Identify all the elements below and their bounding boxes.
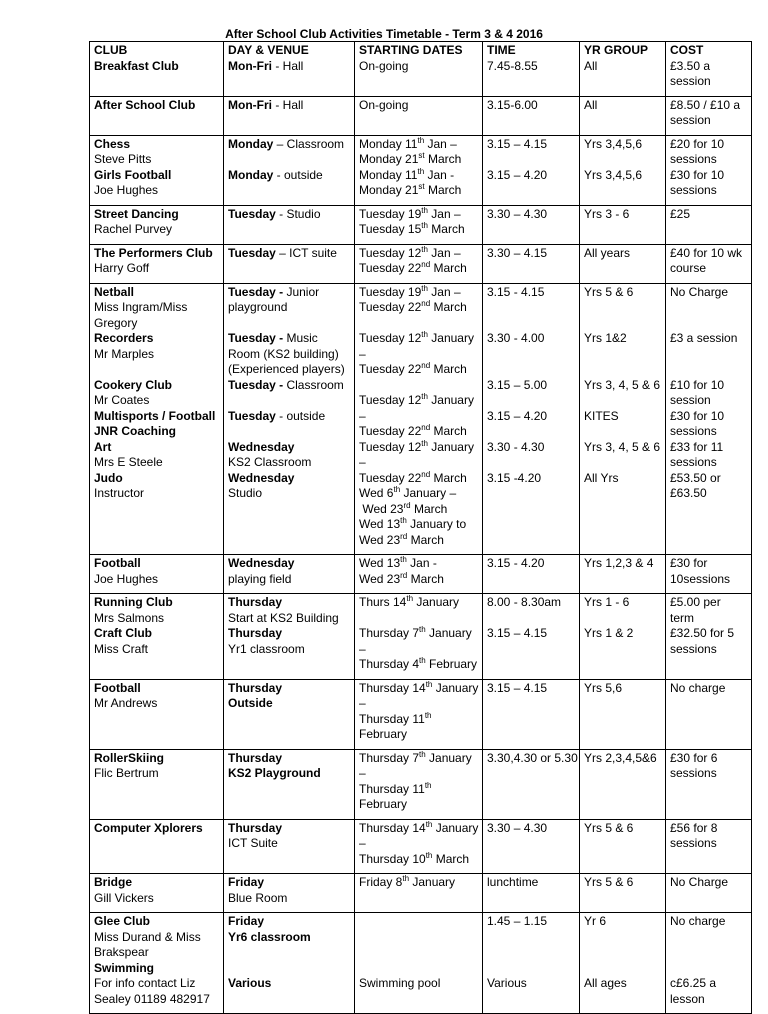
day: Monday: [228, 136, 274, 151]
end-date-rest: March: [424, 183, 462, 197]
table-row: [90, 819, 752, 874]
end-date-rest: March: [430, 300, 467, 314]
time: 3.30 – 4.30: [487, 820, 548, 835]
cost: £53.50 or £63.50: [670, 470, 721, 500]
venue: Junior playground: [228, 284, 320, 314]
ordinal: rd: [400, 531, 408, 541]
time-cell: [483, 42, 580, 97]
ordinal: th: [421, 205, 428, 215]
end-date-rest: March: [424, 152, 462, 166]
club-name: Recorders: [94, 331, 154, 345]
venue: KS2 Classroom: [228, 455, 312, 469]
start-date-rest: January –: [359, 331, 474, 361]
start-date: Wed 6: [359, 486, 394, 500]
club-name: Multisports / Football JNR Coaching: [94, 408, 216, 438]
year-group: Yrs 1 - 6: [584, 595, 630, 609]
day: Tuesday -: [228, 377, 284, 392]
ordinal: th: [421, 330, 428, 339]
start-date-rest: January to: [406, 517, 467, 531]
club-name: Running Club: [94, 595, 173, 609]
cost: £40 for 10 wk course: [670, 245, 743, 275]
end-date-rest: March: [430, 261, 467, 275]
ordinal: nd: [421, 299, 431, 308]
end-date: Tuesday 22: [359, 261, 422, 275]
start-date-rest: January: [409, 875, 456, 889]
year-group: Yr 6: [584, 914, 607, 928]
table-row: [90, 679, 752, 749]
column-header-start: STARTING DATES: [359, 43, 463, 57]
ordinal: nd: [421, 469, 431, 479]
time: 3.15 – 4.20: [487, 167, 548, 182]
year-group: All: [584, 58, 598, 73]
start-date: Tuesday 12: [359, 331, 422, 345]
table-row: [90, 913, 752, 1014]
end-date: Tuesday 22: [359, 362, 422, 376]
table-row: [90, 205, 752, 244]
day: Tuesday: [228, 408, 276, 423]
year-group: Yrs 3,4,5,6: [584, 136, 643, 151]
ordinal: nd: [421, 260, 431, 269]
time: 7.45-8.55: [487, 58, 538, 73]
time: 3.30 - 4.00: [487, 331, 545, 345]
end-date: Wed 23: [359, 571, 401, 586]
venue: Blue Room: [228, 890, 288, 905]
day: Wednesday: [228, 470, 295, 485]
ordinal: th: [417, 166, 425, 176]
end-date: Thursday 4: [359, 657, 420, 671]
ordinal: rd: [403, 500, 411, 510]
ordinal: th: [419, 656, 426, 665]
end-date-rest: March: [407, 571, 444, 586]
time: 1.45 – 1.15: [487, 914, 548, 928]
day: Friday: [228, 914, 265, 928]
club-contact: Miss Durand & Miss Brakspear: [94, 929, 201, 959]
venue: playing field: [228, 571, 292, 586]
year-group: All years: [584, 245, 631, 260]
start-date-rest: Jan –: [424, 136, 457, 151]
ordinal: st: [418, 151, 425, 160]
club-contact: Joe Hughes: [94, 571, 159, 586]
venue: ICT Suite: [228, 836, 278, 850]
ordinal: th: [421, 244, 428, 254]
end-date: Thursday 11: [359, 781, 425, 796]
club-contact: Miss Craft: [94, 641, 148, 656]
day: Wednesday: [228, 556, 295, 570]
page-title: After School Club Activities Timetable - Term 3 & 4 2016: [225, 27, 543, 41]
end-date-rest: March: [407, 532, 444, 547]
day: Thursday: [228, 626, 283, 640]
club-cell: [90, 42, 224, 97]
year-group: Yrs 3 - 6: [584, 206, 630, 221]
end-date: Monday 21: [359, 152, 419, 166]
start-date: Tuesday 12: [359, 439, 422, 454]
ordinal: th: [419, 749, 426, 759]
cost: No Charge: [670, 284, 729, 299]
start-date-rest: January –: [359, 680, 479, 710]
club-name: Netball: [94, 284, 135, 299]
year-cell: [580, 42, 666, 97]
ordinal: rd: [400, 570, 408, 580]
end-date: Thursday 11: [359, 711, 425, 726]
club-contact: Mr Marples: [94, 346, 155, 361]
venue: - Hall: [272, 97, 304, 112]
cost: No charge: [670, 680, 726, 695]
table-row: [90, 749, 752, 819]
start-date: Tuesday 12: [359, 393, 422, 407]
end-date-rest: March: [430, 424, 467, 438]
day: Mon-Fri: [228, 58, 272, 73]
ordinal: th: [402, 874, 410, 883]
club-name: Breakfast Club: [94, 58, 179, 73]
table-row: [90, 96, 752, 135]
table-row: [90, 42, 752, 97]
club-name: The Performers Club: [94, 245, 213, 260]
venue: - outside: [273, 167, 323, 182]
end-date-rest: February: [359, 797, 408, 811]
venue: Yr6 classroom: [228, 929, 311, 944]
time: lunchtime: [487, 875, 539, 889]
club-name: Swimming: [94, 960, 155, 975]
start-cell: [355, 42, 483, 97]
year-group: Yrs 3, 4, 5 & 6: [584, 439, 661, 454]
club-name: Chess: [94, 136, 131, 151]
venue: – ICT suite: [275, 245, 337, 260]
start-date-rest: Jan –: [427, 284, 461, 299]
day: Thursday: [228, 680, 283, 695]
column-header-day: DAY & VENUE: [228, 43, 309, 57]
cost: £30 for 10sessions: [670, 556, 731, 586]
start-date: Wed 13: [359, 517, 401, 531]
cost: £3 a session: [670, 331, 738, 345]
table-row: [90, 874, 752, 913]
start-date-rest: Jan –: [427, 206, 461, 221]
ordinal: th: [400, 555, 407, 564]
day: Tuesday -: [228, 284, 284, 299]
club-contact: Steve Pitts: [94, 152, 152, 166]
ordinal: th: [424, 780, 432, 790]
club-contact: Joe Hughes: [94, 183, 159, 197]
club-name: Cookery Club: [94, 377, 173, 392]
club-name: Girls Football: [94, 167, 172, 182]
start-date: Thursday 14: [359, 680, 426, 695]
column-header-cost: COST: [670, 43, 704, 57]
time: 3.15 – 4.20: [487, 408, 548, 423]
start-date-rest: Jan -: [424, 167, 455, 182]
ordinal: th: [424, 710, 432, 720]
end-date-rest: February: [425, 657, 478, 671]
start-date: Monday 11: [359, 167, 418, 182]
ordinal: nd: [421, 423, 431, 432]
start-date: Wed 13: [359, 556, 401, 570]
end-date-rest: March: [427, 222, 465, 236]
venue: – Classroom: [273, 136, 345, 151]
time: 8.00 - 8.30am: [487, 595, 562, 609]
start-date-rest: Jan –: [427, 245, 461, 260]
time: 3.15 -4.20: [487, 470, 542, 485]
end-date-rest: March: [430, 470, 467, 485]
time: 3.15 - 4.15: [487, 284, 545, 299]
ordinal: th: [421, 438, 428, 448]
cost: £30 for 10 sessions: [670, 408, 725, 438]
start-date-rest: January –: [359, 750, 472, 780]
end-date: Tuesday 22: [359, 424, 422, 438]
year-group: Yrs 5 & 6: [584, 875, 634, 889]
day: Thursday: [228, 750, 283, 765]
table-row: [90, 283, 752, 555]
cost: £30 for 6 sessions: [670, 750, 718, 780]
cost: £3.50 a session: [670, 58, 711, 88]
club-contact: Harry Goff: [94, 261, 150, 275]
time: Various: [487, 976, 527, 990]
club-name: Football: [94, 680, 141, 695]
end-date: Tuesday 22: [359, 300, 422, 314]
ordinal: th: [400, 516, 407, 525]
time: 3.30 – 4.30: [487, 206, 548, 221]
year-group: KITES: [584, 408, 619, 423]
time: 3.30,4.30 or 5.30: [487, 750, 578, 765]
year-group: Yrs 1 & 2: [584, 626, 634, 640]
club-name: Glee Club: [94, 914, 151, 928]
club-contact: For info contact Liz Sealey 01189 482917: [94, 976, 210, 1006]
start-date: Tuesday 19: [359, 284, 422, 299]
ordinal: th: [393, 485, 401, 494]
year-group: Yrs 5 & 6: [584, 284, 634, 299]
venue: KS2 Playground: [228, 766, 321, 780]
cost: £20 for 10 sessions: [670, 136, 725, 166]
venue: Outside: [228, 696, 273, 710]
club-name: Art: [94, 439, 112, 454]
year-group: Yrs 1,2,3 & 4: [584, 556, 654, 570]
table-row: [90, 135, 752, 205]
club-name: Craft Club: [94, 626, 152, 640]
table-row: [90, 555, 752, 594]
year-group: Yrs 5,6: [584, 680, 623, 695]
start-date-rest: January –: [359, 820, 479, 850]
table-row: [90, 594, 752, 680]
start-date: On-going: [359, 58, 409, 73]
cost: £32.50 for 5 sessions: [670, 626, 735, 656]
start-date: Monday 11: [359, 136, 418, 151]
end-date-rest: March: [410, 501, 448, 516]
time: 3.15 - 4.20: [487, 556, 545, 570]
ordinal: st: [418, 182, 425, 191]
start-date-rest: Jan -: [406, 556, 437, 570]
year-group: Yrs 2,3,4,5&6: [584, 750, 657, 765]
ordinal: nd: [421, 361, 431, 370]
cost: £25: [670, 206, 691, 221]
cost: No Charge: [670, 875, 729, 889]
club-contact: Gill Vickers: [94, 890, 154, 905]
end-date: Thursday 10: [359, 851, 426, 866]
ordinal: th: [425, 850, 433, 860]
column-header-club: CLUB: [94, 43, 128, 57]
end-date: Tuesday 15: [359, 222, 422, 236]
day-cell: [224, 42, 355, 97]
start-date: Thurs 14: [359, 595, 407, 609]
venue: Music Room (KS2 building) (Experienced players): [228, 331, 345, 376]
day: Tuesday -: [228, 331, 284, 345]
club-contact: Instructor: [94, 486, 145, 500]
start-date: Thursday 14: [359, 820, 426, 835]
club-contact: Mr Andrews: [94, 696, 158, 710]
cost: c£6.25 a lesson: [670, 976, 717, 1006]
club-contact: Mr Coates: [94, 393, 150, 407]
column-header-year: YR GROUP: [584, 43, 649, 57]
day: Various: [228, 976, 272, 990]
end-date: Monday 21: [359, 183, 419, 197]
venue: Studio: [228, 486, 263, 500]
club-contact: Mrs E Steele: [94, 455, 163, 469]
cost: £8.50 / £10 a session: [670, 97, 741, 127]
cost: £10 for 10 session: [670, 377, 725, 407]
club-name: RollerSkiing: [94, 750, 165, 765]
start-date: Friday 8: [359, 875, 403, 889]
day: Thursday: [228, 820, 283, 835]
cost: £33 for 11 sessions: [670, 439, 724, 469]
ordinal: th: [421, 392, 428, 401]
end-date-rest: March: [432, 851, 470, 866]
venue: Yr1 classroom: [228, 641, 305, 656]
year-group: Yrs 3, 4, 5 & 6: [584, 377, 661, 392]
venue: Classroom: [283, 377, 344, 392]
club-name: Street Dancing: [94, 206, 179, 221]
start-date: Thursday 7: [359, 750, 420, 765]
start-date-rest: January –: [359, 626, 472, 656]
start-date-rest: January –: [359, 439, 474, 469]
cost-cell: [666, 42, 752, 97]
day: Monday: [228, 167, 274, 182]
club-contact: Miss Ingram/Miss Gregory: [94, 300, 188, 330]
timetable: [89, 41, 752, 1014]
club-name: After School Club: [94, 97, 196, 112]
club-name: Bridge: [94, 875, 133, 889]
ordinal: th: [419, 625, 426, 634]
club-name: Computer Xplorers: [94, 820, 203, 835]
day: Thursday: [228, 595, 283, 609]
start-date: On-going: [359, 97, 409, 112]
day: Mon-Fri: [228, 97, 272, 112]
venue: - Studio: [275, 206, 321, 221]
ordinal: th: [406, 594, 414, 603]
day: Wednesday: [228, 439, 295, 454]
start-date: Thursday 7: [359, 626, 420, 640]
club-contact: Mrs Salmons: [94, 610, 165, 625]
table-row: [90, 244, 752, 283]
day: Tuesday: [228, 206, 276, 221]
end-date: Wed 23: [359, 532, 401, 547]
time: 3.30 - 4.30: [487, 439, 545, 454]
ordinal: th: [421, 221, 428, 230]
year-group: All Yrs: [584, 470, 619, 485]
cost: No charge: [670, 914, 726, 928]
cost: £5.00 per term: [670, 595, 721, 625]
end-date: Tuesday 22: [359, 470, 422, 485]
time: 3.15 – 4.15: [487, 626, 548, 640]
time: 3.30 – 4.15: [487, 245, 548, 260]
end-date: Wed 23: [359, 501, 404, 516]
day: Tuesday: [228, 245, 276, 260]
time: 3.15-6.00: [487, 97, 538, 112]
year-group: All ages: [584, 976, 627, 990]
time: 3.15 – 4.15: [487, 680, 548, 695]
start-date-rest: January –: [400, 486, 457, 500]
club-contact: Flic Bertrum: [94, 766, 159, 780]
start-date-rest: January –: [359, 393, 474, 423]
day: Friday: [228, 875, 265, 889]
start-date: Swimming pool: [359, 976, 441, 990]
start-date: Tuesday 12: [359, 245, 422, 260]
time: 3.15 – 4.15: [487, 136, 548, 151]
end-date-rest: February: [359, 727, 408, 741]
column-header-time: TIME: [487, 43, 516, 57]
start-date-rest: January: [413, 595, 460, 609]
ordinal: th: [421, 283, 428, 293]
start-date: Tuesday 19: [359, 206, 422, 221]
year-group: All: [584, 97, 598, 112]
club-name: Judo: [94, 470, 123, 485]
year-group: Yrs 5 & 6: [584, 820, 634, 835]
club-contact: Rachel Purvey: [94, 222, 173, 236]
ordinal: th: [425, 679, 433, 689]
venue: - outside: [275, 408, 326, 423]
venue: Start at KS2 Building: [228, 610, 339, 625]
end-date-rest: March: [430, 362, 467, 376]
club-name: Football: [94, 556, 141, 570]
year-group: Yrs 1&2: [584, 331, 627, 345]
year-group: Yrs 3,4,5,6: [584, 167, 643, 182]
cost: £30 for 10 sessions: [670, 167, 725, 197]
cost: £56 for 8 sessions: [670, 820, 718, 850]
time: 3.15 – 5.00: [487, 377, 548, 392]
ordinal: th: [417, 135, 425, 145]
venue: - Hall: [272, 58, 304, 73]
ordinal: th: [425, 819, 433, 829]
